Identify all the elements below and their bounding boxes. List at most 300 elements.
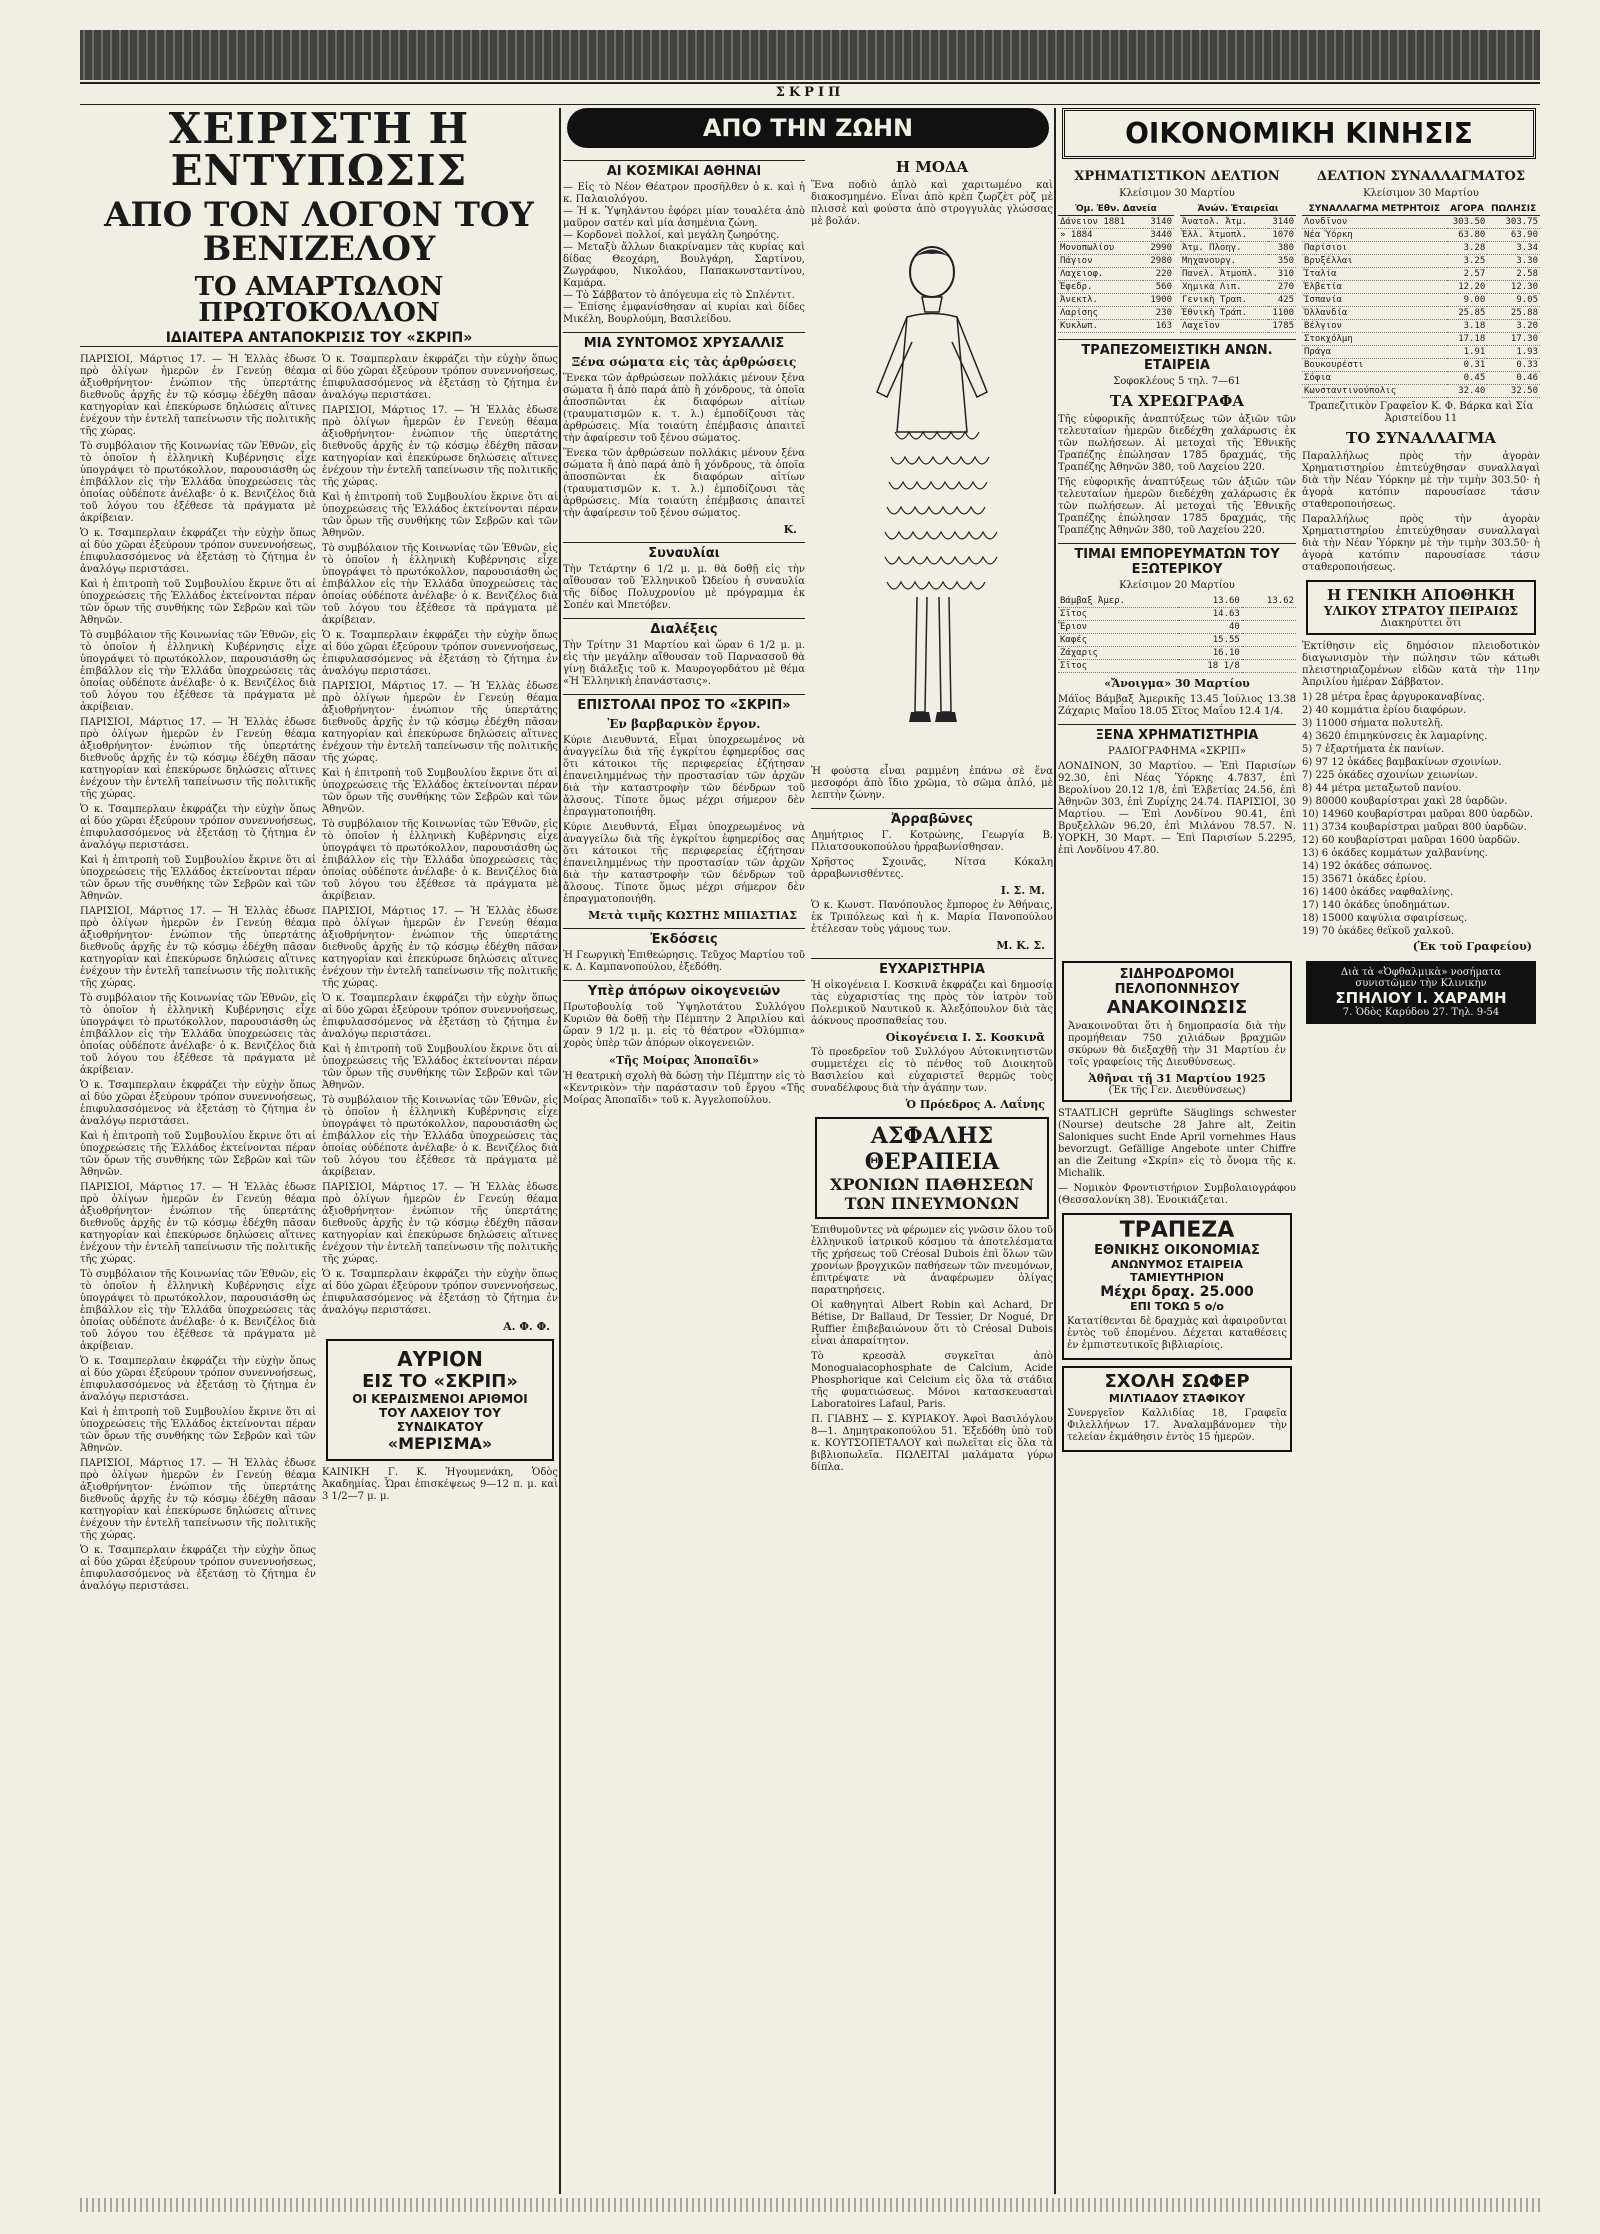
loan-value: 1900: [1143, 294, 1174, 307]
ad-line: ΜΙΛΤΙΑΔΟΥ ΣΤΑΦΙΚΟΥ: [1108, 1392, 1246, 1405]
section-sub: Κλείσιμον 20 Μαρτίου: [1119, 580, 1235, 591]
company-name: Ἑλλ. Ἀτμοπλ.: [1180, 229, 1268, 242]
loan-row: [1058, 281, 1174, 294]
article-paragraph: ΠΑΡΙΣΙΟΙ, Μάρτιος 17. — Ἡ Ἑλλὰς ἐδωσε πρὸ ὀλίγων ἡμερῶν ἐν Γενεύῃ θέαμα ἀξιοθρήνητον· ἐνώπιον τῆς ὑπερτάτης διεθνοῦς ἀρχῆς ἐν τῷ κόσμῳ ἐδέχθη πᾶσαν κατηγορίαν καὶ ἐπεκύρωσε δηλώσεις αἵτινες ἐνέχουν τὴν ἐντελῆ ταπείνωσιν τῆς πολιτικῆς τῆς χώρας.: [322, 681, 558, 764]
list-item: 1) 28 μέτρα ἔρας ἀργυροκαναβίνας.: [1302, 692, 1485, 703]
exchange-row: [1302, 359, 1540, 372]
loan-value: 2980: [1143, 255, 1174, 268]
loan-value: 560: [1143, 281, 1174, 294]
article-paragraph: ΠΑΡΙΣΙΟΙ, Μάρτιος 17. — Ἡ Ἑλλὰς ἐδωσε πρὸ ὀλίγων ἡμερῶν ἐν Γενεύῃ θέαμα ἀξιοθρήνητον· ἐνώπιον τῆς ὑπερτάτης διεθνοῦς ἀρχῆς ἐν τῷ κόσμῳ ἐδέχθη πᾶσαν κατηγορίαν καὶ ἐπεκύρωσε δηλώσεις αἵτινες ἐνέχουν τὴν ἐντελῆ ταπείνωσιν τῆς πολιτικῆς τῆς χώρας.: [322, 405, 558, 488]
ad-text: Συνεργεῖον Καλλιδίας 18, Γραφεῖα Φιλελλήνων 17. Ἀναλαμβάνομεν τὴν τελείαν ἐκμάθησιν ἐντὸς 15 ἡμερῶν.: [1067, 1408, 1287, 1443]
article-text: Ἡ Γεωργικὴ Ἐπιθεώρησις. Τεῦχος Μαρτίου τοῦ κ. Δ. Καμπανοπούλου, ἐξεδόθη.: [563, 950, 805, 973]
list-item: 19) 70 ὁκάδες θεϊκοῦ χαλκοῦ.: [1302, 926, 1455, 937]
article-title: «Τῆς Μοίρας Ἀποπαῖδι»: [608, 1054, 760, 1067]
dress-figure-icon: [847, 232, 1017, 762]
ad-text: Ἐκτίθησιν εἰς δημόσιον πλειοδοτικὸν διαγωνισμὸν τὴν πώλησιν τῶν κάτωθι πλειστηριαζομένων εἰδῶν κατὰ τὴν 11ην Ἀπριλίου ἡμέραν Σάββατον.: [1302, 641, 1540, 688]
exchange-sell: 0.46: [1487, 372, 1540, 385]
exchange-col-header: ΣΥΝΑΛΛΑΓΜΑ ΜΕΤΡΗΤΟΙΣ: [1302, 203, 1447, 216]
list-item: 7) 225 ὁκάδες σχοινίων χειωνίων.: [1302, 770, 1478, 781]
exchange-buy: 3.18: [1447, 320, 1488, 333]
section-heading: ΜΙΑ ΣΥΝΤΟΜΟΣ ΧΡΥΣΑΛΛΙΣ: [563, 332, 805, 351]
list-item: 12) 60 κουβαρίστραι μαῦραι 1600 ὑαρδῶν.: [1302, 835, 1521, 846]
loan-row: [1058, 229, 1174, 242]
ad-clinic-box: [1306, 961, 1536, 1024]
article-signature: Ὁ Πρόεδρος Α. Λαΐνης: [905, 1098, 1045, 1111]
article-paragraph: Ὁ κ. Τσαμπερλαιν ἐκφράζει τὴν εὐχὴν ὅπως αἱ δύο χῶραι ἐξεύρουν τρόπον συνεννοήσεως, ἐπιφυλασσόμενος νὰ ἐξετάσῃ τὸ ζήτημα ἐν ἀναλόγῳ περιστάσει.: [322, 354, 558, 401]
exchange-row: [1302, 255, 1540, 268]
ad-text: Ἀνακοινοῦται ὅτι ἡ δημοπρασία διὰ τὴν προμήθειαν 750 χιλιάδων βραχμῶν σκύρων θὰ διεξαχθῇ τὴν 31 Μαρτίου ἐν τοῖς γραφείοις τῆς Διευθύνσεως.: [1068, 1021, 1286, 1068]
list-item: 3) 11000 σήματα πολυτελῆ.: [1302, 718, 1444, 729]
ad-line: ΤΟΥ ΛΑΧΕΙΟΥ ΤΟΥ ΣΥΝΔΙΚΑΤΟΥ: [379, 1406, 501, 1434]
company-row: [1180, 307, 1296, 320]
ad-line: ΟΙ ΚΕΡΔΙΣΜΕΝΟΙ ΑΡΙΘΜΟΙ: [352, 1392, 528, 1406]
fashion-title: Η ΜΟΔΑ: [895, 158, 969, 176]
commodity-row: [1058, 647, 1296, 660]
article-text: Δημήτριος Γ. Κοτρώνης, Γεωργία Β. Πλιατσουκοπούλου ἠρραβωνίσθησαν.: [811, 830, 1053, 853]
company-value: 425: [1268, 294, 1296, 307]
commodity-value: 13.62: [1242, 595, 1296, 608]
exchange-sell: 2.58: [1487, 268, 1540, 281]
list-item: 10) 14960 κουβαρίστραι μαῦραι 800 ὑαρδῶν.: [1302, 809, 1534, 820]
ad-line: Ἀθῆναι τῇ 31 Μαρτίου 1925: [1088, 1072, 1266, 1085]
ad-line: ΕΘΝΙΚΗΣ ΟΙΚΟΝΟΜΙΑΣ: [1094, 1243, 1260, 1258]
company-name: Γενικὴ Τραπ.: [1180, 294, 1268, 307]
exchange-buy: 1.91: [1447, 346, 1488, 359]
article-title: Ξένα σώματα εἰς τὰς ἀρθρώσεις: [571, 355, 797, 369]
finance-split: [1058, 165, 1540, 955]
exchange-row: [1302, 268, 1540, 281]
torn-edge-decoration: [80, 30, 1540, 80]
headline-secondary: ΑΠΟ ΤΟΝ ΛΟΓΟΝ ΤΟΥ ΒΕΝΙΖΕΛΟΥ: [104, 195, 534, 269]
exchange-sell: 9.05: [1487, 294, 1540, 307]
list-item: 14) 192 ὁκάδες σάπωνος.: [1302, 861, 1433, 872]
ad-line: ΑΝΑΚΟΙΝΩΣΙΣ: [1106, 997, 1248, 1018]
article-paragraph: Ὁ κ. Τσαμπερλαιν ἐκφράζει τὴν εὐχὴν ὅπως αἱ δύο χῶραι ἐξεύρουν τρόπον συνεννοήσεως, ἐπιφυλασσόμενος νὰ ἐξετάσῃ τὸ ζήτημα ἐν ἀναλόγῳ περιστάσει.: [322, 630, 558, 677]
article-paragraph: ΠΑΡΙΣΙΟΙ, Μάρτιος 17. — Ἡ Ἑλλὰς ἐδωσε πρὸ ὀλίγων ἡμερῶν ἐν Γενεύῃ θέαμα ἀξιοθρήνητον· ἐνώπιον τῆς ὑπερτάτης διεθνοῦς ἀρχῆς ἐν τῷ κόσμῳ ἐδέχθη πᾶσαν κατηγορίαν καὶ ἐπεκύρωσε δηλώσεις αἵτινες ἐνέχουν τὴν ἐντελῆ ταπείνωσιν τῆς πολιτικῆς τῆς χώρας.: [80, 1182, 316, 1265]
article-title: Ἐν βαρβαρικὸν ἔργον.: [607, 717, 761, 731]
exchange-row: [1302, 372, 1540, 385]
section-heading: ΤΙΜΑΙ ΕΜΠΟΡΕΥΜΑΤΩΝ ΤΟΥ ΕΞΩΤΕΡΙΚΟΥ: [1058, 543, 1296, 577]
article-text: Τὸ προεδρεῖον τοῦ Συλλόγου Αὐτοκινητιστῶν συμμετέχει εἰς τὸ πένθος τοῦ Διοικητοῦ Βασιλείου καὶ εὐχαριστεῖ θερμῶς τοὺς συναδέλφους διὰ τὴν ἀγάπην των.: [811, 1047, 1053, 1094]
section-heading: ΞΕΝΑ ΧΡΗΜΑΤΙΣΤΗΡΙΑ: [1058, 724, 1296, 743]
exchange-row: [1302, 242, 1540, 255]
article-signature: Μ. Κ. Σ.: [996, 939, 1045, 952]
article-text: Χρῆστος Σχοινᾶς, Νίτσα Κόκαλη ἀρραβωνισθέντες.: [811, 857, 1053, 880]
section-heading: Ἀρραβῶνες: [811, 808, 1053, 827]
exchange-buy: 0.31: [1447, 359, 1488, 372]
exchange-row: [1302, 294, 1540, 307]
bourse-tables: [1058, 203, 1296, 333]
article-paragraph: Καὶ ἡ ἐπιτροπὴ τοῦ Συμβουλίου ἔκρινε ὅτι αἱ ὑποχρεώσεις τῆς Ἑλλάδος ἐκτείνονται πέραν τῶν ὅρων τῆς συνθήκης τῶν Σεβρῶν καὶ τῶν Ἀθηνῶν.: [322, 492, 558, 539]
loan-row: [1058, 242, 1174, 255]
commodity-name: Σῖτος: [1058, 660, 1178, 673]
loan-value: 230: [1143, 307, 1174, 320]
exchange-buy: 63.80: [1447, 229, 1488, 242]
ad-text: Ἐπιθυμοῦντες νὰ φέρωμεν εἰς γνῶσιν ὅλου τοῦ ἑλληνικοῦ ἰατρικοῦ κόσμου τὰ ἀποτελέσματα τῆς χρήσεως τοῦ Créosal Dubois ἐπὶ ὅλων τῶν χρονίων βρογχικῶν παθήσεων τῶν πνευμόνων, ἐπιτρέψατε νὰ ἀναφέρωμεν ὀλίγας παρατηρήσεις.: [811, 1225, 1053, 1296]
exchange-currency: Ὁλλανδία: [1302, 307, 1447, 320]
exchange-buy: 12.20: [1447, 281, 1488, 294]
exchange-currency: Ἰταλία: [1302, 268, 1447, 281]
article-paragraph: ΠΑΡΙΣΙΟΙ, Μάρτιος 17. — Ἡ Ἑλλὰς ἐδωσε πρὸ ὀλίγων ἡμερῶν ἐν Γενεύῃ θέαμα ἀξιοθρήνητον· ἐνώπιον τῆς ὑπερτάτης διεθνοῦς ἀρχῆς ἐν τῷ κόσμῳ ἐδέχθη πᾶσαν κατηγορίαν καὶ ἐπεκύρωσε δηλώσεις αἵτινες ἐνέχουν τὴν ἐντελῆ ταπείνωσιν τῆς πολιτικῆς τῆς χώρας.: [322, 1182, 558, 1265]
company-name: Ἀνατολ. Ἀτμ.: [1180, 216, 1268, 229]
exchange-col-header: ΠΩΛΗΣΙΣ: [1487, 203, 1540, 216]
list-item: 9) 80000 κουβαρίστραι χακὶ 28 ὑαρδῶν.: [1302, 796, 1508, 807]
company-name: Πανελ. Ἀτμοπλ.: [1180, 268, 1268, 281]
headline-tertiary: ΤΟ ΑΜΑΡΤΩΛΟΝ ΠΡΩΤΟΚΟΛΛΟΝ: [194, 272, 444, 328]
commodity-row: [1058, 608, 1296, 621]
ad-line: Διακηρύττει ὅτι: [1380, 618, 1462, 629]
company-name: Λαχεῖον: [1180, 320, 1268, 333]
article-paragraph: Τὸ συμβόλαιον τῆς Κοινωνίας τῶν Ἐθνῶν, εἰς τὸ ὁποῖον ἡ ἑλληνικὴ Κυβέρνησις εἶχε ὑπογράψει τὸ πρωτόκολλον, παρουσιάσθη ὡς ἐπιβάλλον εἰς τὴν Ἑλλάδα ὑποχρεώσεις τὰς ὁποίας οὐδέποτε ἀνέλαβε· ὁ κ. Βενιζέλος διὰ τοῦ λόγου του ἐξέθεσε τὰ πράγματα μὲ ἀκρίβειαν.: [322, 819, 558, 902]
article-text: Ἕνεκα τῶν ἀρθρώσεων πολλάκις μένουν ξένα σώματα ἢ ἀπὸ παρά ἀπὸ ἢ χόνδρους, τὰ ὁποῖα ἀποσπῶνται ἐκ διαφόρων αἰτίων (τραυματισμῶν κ. τ. λ.) ἐμποδίζουσι τὰς ἀρθρώσεις. Μία τοιαύτη ἐπέμβασις ἀπαιτεῖ τὴν ἀφαίρεσιν τοῦ ξένου σώματος.: [563, 448, 805, 519]
company-value: 1100: [1268, 307, 1296, 320]
column-rule: [1054, 108, 1056, 2194]
commodity-name: Σῖτος: [1058, 608, 1178, 621]
company-name: Ἀτμ. Πλοηγ.: [1180, 242, 1268, 255]
bank-office: Τραπεζιτικὸν Γραφεῖον Κ. Φ. Βάρκα καὶ Σία Ἀριστείδου 11: [1308, 401, 1534, 424]
exchange-row: [1302, 216, 1540, 229]
loan-value: 163: [1143, 320, 1174, 333]
company-name: Χημικὰ Λιπ.: [1180, 281, 1268, 294]
exchange-row: [1302, 229, 1540, 242]
company-value: 1785: [1268, 320, 1296, 333]
exchange-sell: 3.30: [1487, 255, 1540, 268]
bourse-title: ΧΡΗΜΑΤΙΣΤΙΚΟΝ ΔΕΛΤΙΟΝ: [1074, 169, 1280, 184]
bottom-edge-decoration: [80, 2198, 1540, 2212]
commodity-value: 15.55: [1178, 634, 1242, 647]
exchange-sell: 303.75: [1487, 216, 1540, 229]
exchange-table: [1302, 203, 1540, 398]
ad-line: ΤΡΑΠΕΖΑ: [1119, 1218, 1235, 1243]
ad-line: ΑΥΡΙΟΝ: [397, 1347, 483, 1371]
exchange-currency: Στοκχόλμη: [1302, 333, 1447, 346]
exchange-sell: 12.30: [1487, 281, 1540, 294]
ad-apothiki-box: [1306, 580, 1536, 635]
loan-name: Ἐφεδρ.: [1058, 281, 1143, 294]
company-row: [1180, 320, 1296, 333]
article-paragraph: Τὸ συμβόλαιον τῆς Κοινωνίας τῶν Ἐθνῶν, εἰς τὸ ὁποῖον ἡ ἑλληνικὴ Κυβέρνησις εἶχε ὑπογράψει τὸ πρωτόκολλον, παρουσιάσθη ὡς ἐπιβάλλον εἰς τὴν Ἑλλάδα ὑποχρεώσεις τὰς ὁποίας οὐδέποτε ἀνέλαβε· ὁ κ. Βενιζέλος διὰ τοῦ λόγου του ἐξέθεσε τὰ πράγματα μὲ ἀκρίβειαν.: [322, 543, 558, 626]
ad-line: (Ἐκ τῆς Γεν. Διευθύνσεως): [1108, 1085, 1246, 1096]
company-row: [1180, 242, 1296, 255]
article-paragraph: ΠΑΡΙΣΙΟΙ, Μάρτιος 17. — Ἡ Ἑλλὰς ἐδωσε πρὸ ὀλίγων ἡμερῶν ἐν Γενεύῃ θέαμα ἀξιοθρήνητον· ἐνώπιον τῆς ὑπερτάτης διεθνοῦς ἀρχῆς ἐν τῷ κόσμῳ ἐδέχθη πᾶσαν κατηγορίαν καὶ ἐπεκύρωσε δηλώσεις αἵτινες ἐνέχουν τὴν ἐντελῆ ταπείνωσιν τῆς πολιτικῆς τῆς χώρας.: [80, 1458, 316, 1541]
company-row: [1180, 268, 1296, 281]
loan-name: Κυκλωπ.: [1058, 320, 1143, 333]
article-paragraph: Τὸ συμβόλαιον τῆς Κοινωνίας τῶν Ἐθνῶν, εἰς τὸ ὁποῖον ἡ ἑλληνικὴ Κυβέρνησις εἶχε ὑπογράψει τὸ πρωτόκολλον, παρουσιάσθη ὡς ἐπιβάλλον εἰς τὴν Ἑλλάδα ὑποχρεώσεις τὰς ὁποίας οὐδέποτε ἀνέλαβε· ὁ κ. Βενιζέλος διὰ τοῦ λόγου του ἐξέθεσε τὰ πράγματα μὲ ἀκρίβειαν.: [322, 1095, 558, 1178]
list-item: 15) 35671 ὁκάδες ἐρίου.: [1302, 874, 1427, 885]
article-text: Παραλλήλως πρὸς τὴν ἀγορὰν Χρηματιστηρίου ἐπιτεύχθησαν συναλλαγαὶ διὰ τὴν Νέαν Ὑόρκην μὲ τὴν τιμὴν 303.50· ἡ ἀγορὰ κατόπιν παρουσίασε τάσιν σταθεροποιήσεως.: [1302, 451, 1540, 510]
loan-name: Πάγιον: [1058, 255, 1143, 268]
ad-line: Μέχρι δραχ. 25.000: [1100, 1284, 1254, 1300]
list-item: 4) 3620 ἐπιμηκύνσεις ἐκ λαμαρίνης.: [1302, 731, 1488, 742]
exchange-row: [1302, 346, 1540, 359]
article-text: Πρωτοβουλίᾳ τοῦ Ὑψηλοτάτου Συλλόγου Κυριῶν θὰ δοθῇ τὴν Πέμπτην 2 Ἀπριλίου καὶ ὥραν 9 1/2 μ. μ. εἰς τὸ θέατρον «Ὀλύμπια» χορὸς ὑπὲρ τῶν ἀπόρων οἰκογενειῶν.: [563, 1002, 805, 1049]
article-paragraph: Ὁ κ. Τσαμπερλαιν ἐκφράζει τὴν εὐχὴν ὅπως αἱ δύο χῶραι ἐξεύρουν τρόπον συνεννοήσεως, ἐπιφυλασσόμενος νὰ ἐξετάσῃ τὸ ζήτημα ἐν ἀναλόγῳ περιστάσει.: [80, 1080, 316, 1127]
article-signature: (Ἐκ τοῦ Γραφείου): [1412, 940, 1532, 953]
section-heading: «Ἄνοιγμα» 30 Μαρτίου: [1104, 677, 1250, 690]
fashion-text: Ἕνα ποδιὸ ἁπλὸ καὶ χαριτωμένο καὶ διακοσμημένο. Εἶναι ἀπὸ κρὲπ ζωρζὲτ ρὸζ μὲ πλισσὲ καὶ φούστα ἀπὸ στρογγυλὰς γλώσσας μὲ βολάν.: [811, 180, 1053, 227]
exchange-sell: 63.90: [1487, 229, 1540, 242]
exchange-currency: Κωνσταντινούπολις: [1302, 385, 1447, 398]
exchange-buy: 0.45: [1447, 372, 1488, 385]
article-text: Τῆς εὐφορικῆς ἀναπτύξεως τῶν ἀξιῶν τῶν τελευταίων ἡμερῶν διεδέχθη χαλάρωσις ἐκ τῶν πωλήσεων. Αἱ μετοχαὶ τῆς Ἐθνικῆς Τραπέζης ἐπώλησαν 1785 δραχμάς, τῆς Τραπέζης Ἀθηνῶν 380, τοῦ Λαχείου 220.: [1058, 477, 1296, 536]
section-sub: ΡΑΔΙΟΓΡΑΦΗΜΑ «ΣΚΡΙΠ»: [1108, 746, 1246, 757]
commodity-name: Βάμβαξ Ἀμερ.: [1058, 595, 1178, 608]
article-signature: Οἰκογένεια Ι. Σ. Κοσκινᾶ: [885, 1031, 1045, 1044]
exchange-buy: 303.50: [1447, 216, 1488, 229]
bourse-date: Κλείσιμον 30 Μαρτίου: [1119, 188, 1235, 199]
article-paragraph: Τὸ συμβόλαιον τῆς Κοινωνίας τῶν Ἐθνῶν, εἰς τὸ ὁποῖον ἡ ἑλληνικὴ Κυβέρνησις εἶχε ὑπογράψει τὸ πρωτόκολλον, παρουσιάσθη ὡς ἐπιβάλλον εἰς τὴν Ἑλλάδα ὑποχρεώσεις τὰς ὁποίας οὐδέποτε ἀνέλαβε· ὁ κ. Βενιζέλος διὰ τοῦ λόγου του ἐξέθεσε τὰ πράγματα μὲ ἀκρίβειαν.: [80, 1269, 316, 1352]
article-paragraph: Τὸ συμβόλαιον τῆς Κοινωνίας τῶν Ἐθνῶν, εἰς τὸ ὁποῖον ἡ ἑλληνικὴ Κυβέρνησις εἶχε ὑπογράψει τὸ πρωτόκολλον, παρουσιάσθη ὡς ἐπιβάλλον εἰς τὴν Ἑλλάδα ὑποχρεώσεις τὰς ὁποίας οὐδέποτε ἀνέλαβε· ὁ κ. Βενιζέλος διὰ τοῦ λόγου του ἐξέθεσε τὰ πράγματα μὲ ἀκρίβειαν.: [80, 630, 316, 713]
commodities-table: [1058, 595, 1296, 673]
exchange-title: ΔΕΛΤΙΟΝ ΣΥΝΑΛΛΑΓΜΑΤΟΣ: [1316, 169, 1526, 184]
ad-tomorrow-box: [326, 1339, 554, 1461]
section-heading: Διαλέξεις: [563, 618, 805, 637]
loan-row: [1058, 320, 1174, 333]
exchange-sell: 1.93: [1487, 346, 1540, 359]
exchange-sell: 32.50: [1487, 385, 1540, 398]
ad-line: 7. Ὁδὸς Καρύδου 27. Τηλ. 9-54: [1342, 1007, 1500, 1018]
article-paragraph: ΠΑΡΙΣΙΟΙ, Μάρτιος 17. — Ἡ Ἑλλὰς ἐδωσε πρὸ ὀλίγων ἡμερῶν ἐν Γενεύῃ θέαμα ἀξιοθρήνητον· ἐνώπιον τῆς ὑπερτάτης διεθνοῦς ἀρχῆς ἐν τῷ κόσμῳ ἐδέχθη πᾶσαν κατηγορίαν καὶ ἐπεκύρωσε δηλώσεις αἵτινες ἐνέχουν τὴν ἐντελῆ ταπείνωσιν τῆς πολιτικῆς τῆς χώρας.: [80, 906, 316, 989]
company-row: [1180, 216, 1296, 229]
company-value: 270: [1268, 281, 1296, 294]
section-heading: Συναυλίαι: [563, 542, 805, 561]
article-text: Κύριε Διευθυντά, Εἶμαι ὑποχρεωμένος νὰ ἀναγγείλω διὰ τῆς ἐγκρίτου ἐφημερίδος σας ὅτι κάτοικοι τῆς περιφερείας ἐζήτησαν ἐπανειλημμένως τὴν προστασίαν τῶν ἀρχῶν διὰ τὴν καταστροφὴν τῶν δένδρων τοῦ ἄλσους. Τίποτε ὅμως μέχρι σήμερον δὲν ἐπραγματοποιήθη.: [563, 735, 805, 818]
company-name: Μηχανουργ.: [1180, 255, 1268, 268]
finance-headline: ΟΙΚΟΝΟΜΙΚΗ ΚΙΝΗΣΙΣ: [1062, 108, 1536, 159]
loans-table: [1058, 203, 1174, 333]
section-heading: ΤΟ ΣΥΝΑΛΛΑΓΜΑ: [1346, 429, 1496, 447]
list-item: 2) 40 κομμάτια ἐρίου διαφόρων.: [1302, 705, 1467, 716]
ad-line: ΑΝΩΝΥΜΟΣ ΕΤΑΙΡΕΙΑ: [1111, 1258, 1243, 1271]
banner-apo-tin-zoin: ΑΠΟ ΤΗΝ ΖΩΗΝ: [567, 108, 1049, 148]
article-paragraph: Καὶ ἡ ἐπιτροπὴ τοῦ Συμβουλίου ἔκρινε ὅτι αἱ ὑποχρεώσεις τῆς Ἑλλάδος ἐκτείνονται πέραν τῶν ὅρων τῆς συνθήκης τῶν Σεβρῶν καὶ τῶν Ἀθηνῶν.: [80, 855, 316, 902]
article-text: ΛΟΝΔΙΝΟΝ, 30 Μαρτίου. — Ἐπὶ Παρισίων 92.30, ἐπὶ Νέας Ὑόρκης 4.7837, ἐπὶ Βερολίνου 20.12 1/8, ἐπὶ Ἑλβετίας 24.56, ἐπὶ Ἀθηνῶν 303, ἐπὶ Ζυρίχης 24.74. ΠΑΡΙΣΙΟΙ, 30 Μαρτίου. — Ἐπὶ Λονδίνου 90.41, ἐπὶ Βρυξελλῶν 96.20, ἐπὶ Μιλάνου 78.57. Ν. ΥΟΡΚΗ, 30 Μαρτ. — Ἐπὶ Παρισίων 5.2295, ἐπὶ Λονδίνου 47.80.: [1058, 761, 1296, 856]
loan-row: [1058, 294, 1174, 307]
ad-line: ΥΛΙΚΟΥ ΣΤΡΑΤΟΥ ΠΕΙΡΑΙΩΣ: [1323, 604, 1519, 618]
company-row: [1180, 229, 1296, 242]
loan-row: [1058, 268, 1174, 281]
company-row: [1180, 255, 1296, 268]
article-paragraph: Ὁ κ. Τσαμπερλαιν ἐκφράζει τὴν εὐχὴν ὅπως αἱ δύο χῶραι ἐξεύρουν τρόπον συνεννοήσεως, ἐπιφυλασσόμενος νὰ ἐξετάσῃ τὸ ζήτημα ἐν ἀναλόγῳ περιστάσει.: [322, 1269, 558, 1316]
section-heading: ΤΡΑΠΕΖΟΜΕΙΣΤΙΚΗ ΑΝΩΝ. ΕΤΑΙΡΕΙΑ: [1058, 339, 1296, 373]
subhead: ΙΔΙΑΙΤΕΡΑ ΑΝΤΑΠΟΚΡΙΣΙΣ ΤΟΥ «ΣΚΡΙΠ»: [80, 330, 558, 347]
article-paragraph: Καὶ ἡ ἐπιτροπὴ τοῦ Συμβουλίου ἔκρινε ὅτι αἱ ὑποχρεώσεις τῆς Ἑλλάδος ἐκτείνονται πέραν τῶν ὅρων τῆς συνθήκης τῶν Σεβρῶν καὶ τῶν Ἀθηνῶν.: [322, 1044, 558, 1091]
commodity-row: [1058, 595, 1296, 608]
loan-name: Λαχειοφ.: [1058, 268, 1143, 281]
life-section-split: [563, 154, 1053, 1477]
masthead: ΣΚΡΙΠ: [80, 82, 1540, 105]
section-heading: Ἐκδόσεις: [563, 928, 805, 947]
article-paragraph: ΠΑΡΙΣΙΟΙ, Μάρτιος 17. — Ἡ Ἑλλὰς ἐδωσε πρὸ ὀλίγων ἡμερῶν ἐν Γενεύῃ θέαμα ἀξιοθρήνητον· ἐνώπιον τῆς ὑπερτάτης διεθνοῦς ἀρχῆς ἐν τῷ κόσμῳ ἐδέχθη πᾶσαν κατηγορίαν καὶ ἐπεκύρωσε δηλώσεις αἵτινες ἐνέχουν τὴν ἐντελῆ ταπείνωσιν τῆς πολιτικῆς τῆς χώρας.: [322, 906, 558, 989]
ad-text: Κατατίθενται δὲ δραχμὰς καὶ ἀφαιροῦνται ἐντὸς τοῦ ἑπομένου. Δέχεται καταθέσεις ἐν ἐμπιστευτικοῖς βιβλιαρίοις.: [1067, 1316, 1287, 1351]
commodity-name: Καφές: [1058, 634, 1178, 647]
company-value: 350: [1268, 255, 1296, 268]
list-item: 5) 7 ἐξαρτήματα ἐκ πανίων.: [1302, 744, 1445, 755]
list-item: 11) 3734 κουβαρίστραι μαῦραι 800 ὑαρδῶν.: [1302, 822, 1527, 833]
company-row: [1180, 281, 1296, 294]
exchange-sell: 17.30: [1487, 333, 1540, 346]
company-value: 3140: [1268, 216, 1296, 229]
ad-line: ΑΣΦΑΛΗΣ ΘΕΡΑΠΕΙΑ: [864, 1123, 1000, 1175]
commodity-value: [1242, 660, 1296, 673]
social-notes: — Εἰς τὸ Νέον Θέατρον προσῆλθεν ὁ κ. καὶ ἡ κ. Παλαιολόγου. — Ἡ κ. Ὑψηλάντου ἐφόρει μίαν τουαλέτα ἀπὸ μαῦρον σατέν καὶ μία ἀσημένια ζώνη. — Κορδονεὶ πολλοί, καὶ μεγάλη ζωηρότης. — Μεταξὺ ἄλλων διακρίναμεν τὰς κυρίας καὶ δίδας Θεοχάρη, Βουλγάρη, Σαρτίνου, Ζωγράφου, Νικολάου, Παπακωνσταντίνου, Καμάρα. — Τὸ Σάββατον τὸ ἀπόγευμα εἰς τὸ Σπλέντιτ. — Ἐπίσης ἐμφανίσθησαν αἱ κυρίαι καὶ δίδες Μικέλη, Βουρλούμη, Βασιλείδου.: [563, 182, 805, 325]
commodity-name: Ζάχαρις: [1058, 647, 1178, 660]
company-value: 310: [1268, 268, 1296, 281]
company-row: [1180, 294, 1296, 307]
commodity-value: [1242, 647, 1296, 660]
company-name: Ἐθνικὴ Τράπ.: [1180, 307, 1268, 320]
exchange-row: [1302, 333, 1540, 346]
exchange-currency: Νέα Ὑόρκη: [1302, 229, 1447, 242]
commodity-value: [1242, 621, 1296, 634]
ad-line: ΣΧΟΛΗ ΣΩΦΕΡ: [1104, 1371, 1250, 1392]
exchange-sell: 25.88: [1487, 307, 1540, 320]
commodity-row: [1058, 621, 1296, 634]
loan-name: Ἀνεκτλ.: [1058, 294, 1143, 307]
companies-table: [1180, 203, 1296, 333]
exchange-currency: Βέλγιον: [1302, 320, 1447, 333]
loan-name: Μονοπωλίου: [1058, 242, 1143, 255]
ad-line: ΕΙΣ ΤΟ «ΣΚΡΙΠ»: [362, 1371, 518, 1392]
loans-header: Ὁμ. Ἐθν. Δανεία: [1058, 203, 1174, 216]
article-signature: Ι. Σ. Μ.: [1000, 884, 1045, 897]
headline-main: ΧΕΙΡΙΣΤΗ Η ΕΝΤΥΠΩΣΙΣ: [168, 108, 470, 195]
ad-text: Οἱ καθηγηταὶ Albert Robin καὶ Achard, Dr Bétise, Dr Ballaud, Dr Tessier, Dr Nogué, Dr Ruffier ἐπιβεβαιώνουν ὅτι τὸ Créosal Dubois εἶναι ἀπαραίτητον.: [811, 1300, 1053, 1347]
exchange-row: [1302, 320, 1540, 333]
commodity-name: Ἔριον: [1058, 621, 1178, 634]
exchange-currency: Σόφια: [1302, 372, 1447, 385]
ad-line: ΣΙΔΗΡΟΔΡΟΜΟΙ ΠΕΛΟΠΟΝΝΗΣΟΥ: [1114, 967, 1240, 997]
article-paragraph: Ὁ κ. Τσαμπερλαιν ἐκφράζει τὴν εὐχὴν ὅπως αἱ δύο χῶραι ἐξεύρουν τρόπον συνεννοήσεως, ἐπιφυλασσόμενος νὰ ἐξετάσῃ τὸ ζήτημα ἐν ἀναλόγῳ περιστάσει.: [80, 1545, 316, 1592]
ad-bank-box: [1062, 1213, 1292, 1360]
exchange-row: [1302, 281, 1540, 294]
exchange-sell: 0.33: [1487, 359, 1540, 372]
list-item: 13) 6 ὁκάδες κομμάτων χαλβανίνης.: [1302, 848, 1488, 859]
loan-row: [1058, 307, 1174, 320]
ad-line: ΤΩΝ ΠΝΕΥΜΟΝΩΝ: [844, 1194, 1020, 1213]
loan-value: 3440: [1143, 229, 1174, 242]
fashion-illustration: [811, 232, 1053, 762]
ad-therapy-box: [815, 1117, 1049, 1219]
list-item: 17) 140 ὁκάδες ὑποδημάτων.: [1302, 900, 1450, 911]
exchange-currency: Παρίσιοι: [1302, 242, 1447, 255]
article-paragraph: Καὶ ἡ ἐπιτροπὴ τοῦ Συμβουλίου ἔκρινε ὅτι αἱ ὑποχρεώσεις τῆς Ἑλλάδος ἐκτείνονται πέραν τῶν ὅρων τῆς συνθήκης τῶν Σεβρῶν καὶ τῶν Ἀθηνῶν.: [322, 768, 558, 815]
exchange-currency: Λονδῖνον: [1302, 216, 1447, 229]
exchange-buy: 25.85: [1447, 307, 1488, 320]
article-text: Τὴν Τρίτην 31 Μαρτίου καὶ ὥραν 6 1/2 μ. μ. εἰς τὴν μεγάλην αἴθουσαν τοῦ Παρνασσοῦ θὰ γίνῃ διάλεξις τοῦ κ. Μαυρογορδάτου μὲ θέμα «Ἡ Ἑλληνικὴ ἐπανάστασις».: [563, 640, 805, 687]
german-ad: STAATLICH geprüfte Säuglings schwester (Nourse) deutsche 28 Jahre alt, Zeitin Saloniques sucht Ende April vornehmes Haus bevorzugt. Gefällige Angebote unter Chiffre an die Zeitung «Σκρίπ» εἰς τὸ ὄνομα τῆς κ. Michalik.: [1058, 1108, 1296, 1179]
company-value: 380: [1268, 242, 1296, 255]
middle-column: [563, 108, 1053, 2194]
article-signature: Μετὰ τιμῆς ΚΩΣΤΗΣ ΜΠΙΑΣΤΙΑΣ: [588, 909, 797, 922]
exchange-row: [1302, 307, 1540, 320]
commodity-value: 13.60: [1178, 595, 1242, 608]
article-paragraph: Καὶ ἡ ἐπιτροπὴ τοῦ Συμβουλίου ἔκρινε ὅτι αἱ ὑποχρεώσεις τῆς Ἑλλάδος ἐκτείνονται πέραν τῶν ὅρων τῆς συνθήκης τῶν Σεβρῶν καὶ τῶν Ἀθηνῶν.: [80, 1407, 316, 1454]
article-paragraph: ΠΑΡΙΣΙΟΙ, Μάρτιος 17. — Ἡ Ἑλλὰς ἐδωσε πρὸ ὀλίγων ἡμερῶν ἐν Γενεύῃ θέαμα ἀξιοθρήνητον· ἐνώπιον τῆς ὑπερτάτης διεθνοῦς ἀρχῆς ἐν τῷ κόσμῳ ἐδέχθη πᾶσαν κατηγορίαν καὶ ἐπεκύρωσε δηλώσεις αἵτινες ἐνέχουν τὴν ἐντελῆ ταπείνωσιν τῆς πολιτικῆς τῆς χώρας.: [80, 717, 316, 800]
article-paragraph: ΠΑΡΙΣΙΟΙ, Μάρτιος 17. — Ἡ Ἑλλὰς ἐδωσε πρὸ ὀλίγων ἡμερῶν ἐν Γενεύῃ θέαμα ἀξιοθρήνητον· ἐνώπιον τῆς ὑπερτάτης διεθνοῦς ἀρχῆς ἐν τῷ κόσμῳ ἐδέχθη πᾶσαν κατηγορίαν καὶ ἐπεκύρωσε δηλώσεις αἵτινες ἐνέχουν τὴν ἐντελῆ ταπείνωσιν τῆς πολιτικῆς τῆς χώρας.: [80, 354, 316, 437]
ad-line: «ΜΕΡΙΣΜΑ»: [387, 1434, 493, 1453]
loan-value: 220: [1143, 268, 1174, 281]
commodity-value: [1242, 634, 1296, 647]
article-paragraph: Τὸ συμβόλαιον τῆς Κοινωνίας τῶν Ἐθνῶν, εἰς τὸ ὁποῖον ἡ ἑλληνικὴ Κυβέρνησις εἶχε ὑπογράψει τὸ πρωτόκολλον, παρουσιάσθη ὡς ἐπιβάλλον εἰς τὴν Ἑλλάδα ὑποχρεώσεις τὰς ὁποίας οὐδέποτε ἀνέλαβε· ὁ κ. Βενιζέλος διὰ τοῦ λόγου του ἐξέθεσε τὰ πράγματα μὲ ἀκρίβειαν.: [80, 441, 316, 524]
ad-driving-school-box: [1062, 1366, 1292, 1452]
exchange-col-header: ΑΓΟΡΑ: [1447, 203, 1488, 216]
ad-line: ΕΠΙ ΤΟΚΩ 5 ο/ο: [1130, 1300, 1224, 1313]
commodity-value: 16.10: [1178, 647, 1242, 660]
exchange-currency: Πράγα: [1302, 346, 1447, 359]
section-sub: Σοφοκλέους 5 τηλ. 7—61: [1113, 376, 1241, 387]
exchange-buy: 32.40: [1447, 385, 1488, 398]
exchange-date: Κλείσιμον 30 Μαρτίου: [1363, 188, 1479, 199]
exchange-buy: 17.18: [1447, 333, 1488, 346]
section-heading: ΕΠΙΣΤΟΛΑΙ ΠΡΟΣ ΤΟ «ΣΚΡΙΠ»: [563, 694, 805, 713]
list-item: 8) 44 μέτρα μεταξωτοῦ πανίου.: [1302, 783, 1462, 794]
exchange-row: [1302, 385, 1540, 398]
exchange-buy: 3.25: [1447, 255, 1488, 268]
loan-name: » 1884: [1058, 229, 1143, 242]
article-text: Κύριε Διευθυντά, Εἶμαι ὑποχρεωμένος νὰ ἀναγγείλω διὰ τῆς ἐγκρίτου ἐφημερίδος σας ὅτι κάτοικοι τῆς περιφερείας ἐζήτησαν ἐπανειλημμένως τὴν προστασίαν τῶν ἀρχῶν διὰ τὴν καταστροφὴν τῶν δένδρων τοῦ ἄλσους. Τίποτε ὅμως μέχρι σήμερον δὲν ἐπραγματοποιήθη.: [563, 822, 805, 905]
left-column: [80, 108, 558, 2194]
notice: — Νομικὸν Φροντιστήριον Συμβολαιογράφου (Θεσσαλονίκη 38). Ἐνοικιάζεται.: [1058, 1183, 1296, 1206]
article-paragraph: Ὁ κ. Τσαμπερλαιν ἐκφράζει τὴν εὐχὴν ὅπως αἱ δύο χῶραι ἐξεύρουν τρόπον συνεννοήσεως, ἐπιφυλασσόμενος νὰ ἐξετάσῃ τὸ ζήτημα ἐν ἀναλόγῳ περιστάσει.: [80, 528, 316, 575]
section-heading: Υπὲρ ἀπόρων οἰκογενειῶν: [563, 980, 805, 999]
commodity-row: [1058, 660, 1296, 673]
exchange-currency: Βουκουρέστι: [1302, 359, 1447, 372]
ad-railways-box: [1062, 961, 1292, 1102]
section-heading: ΤΑ ΧΡΕΩΓΡΑΦΑ: [1110, 392, 1244, 410]
commodity-value: [1242, 608, 1296, 621]
exchange-currency: Ἑλβετία: [1302, 281, 1447, 294]
exchange-sell: 3.34: [1487, 242, 1540, 255]
list-item: 18) 15000 καψύλια σφαιρίσεως.: [1302, 913, 1468, 924]
article-text: Παραλλήλως πρὸς τὴν ἀγορὰν Χρηματιστηρίου ἐπιτεύχθησαν συναλλαγαὶ διὰ τὴν Νέαν Ὑόρκην μὲ τὴν τιμὴν 303.50· ἡ ἀγορὰ κατόπιν παρουσίασε τάσιν σταθεροποιήσεως.: [1302, 514, 1540, 573]
finance-ads-split: [1058, 955, 1540, 1458]
exchange-buy: 2.57: [1447, 268, 1488, 281]
commodity-value: 14.63: [1178, 608, 1242, 621]
article-text: Μάϊος Βάμβαξ Ἀμερικῆς 13.45 Ἰούλιος 13.38 Ζάχαρις Μαΐου 18.05 Σῖτος Μαΐου 12.4 1/4.: [1058, 694, 1296, 717]
article-paragraph: Ὁ κ. Τσαμπερλαιν ἐκφράζει τὴν εὐχὴν ὅπως αἱ δύο χῶραι ἐξεύρουν τρόπον συνεννοήσεως, ἐπιφυλασσόμενος νὰ ἐξετάσῃ τὸ ζήτημα ἐν ἀναλόγῳ περιστάσει.: [80, 1356, 316, 1403]
loan-value: 2990: [1143, 242, 1174, 255]
ad-line: ΧΡΟΝΙΩΝ ΠΑΘΗΣΕΩΝ: [830, 1175, 1034, 1194]
fashion-text: Ἡ φούστα εἶναι ραμμένη ἐπάνω σὲ ἕνα μεσοφόρι ἀπὸ ἴδιο χρῶμα, τὸ σῶμα ἀπλό, μὲ λεπτὴν ζώνην.: [811, 766, 1053, 801]
ad-line: ΤΑΜΙΕΥΤΗΡΙΟΝ: [1130, 1271, 1224, 1284]
loan-row: [1058, 216, 1174, 229]
list-item: 16) 1400 ὁκάδες ναφθαλίνης.: [1302, 887, 1454, 898]
commodity-value: 40: [1178, 621, 1242, 634]
loan-row: [1058, 255, 1174, 268]
loan-name: Δάνειον 1881: [1058, 216, 1143, 229]
exchange-sell: 3.20: [1487, 320, 1540, 333]
article-signature: Α. Φ. Φ.: [503, 1320, 550, 1333]
company-value: 1070: [1268, 229, 1296, 242]
exchange-buy: 3.28: [1447, 242, 1488, 255]
ad-text: Π. ΓΙΑΒΗΣ — Σ. ΚΥΡΙΑΚΟΥ. Ἀφοὶ Βασιλόγλου 8—1. Δημητρακοπούλου 51. Ἐξεδόθη ὑπὸ τοῦ κ. ΚΟΥΤΣΟΠΕΤΑΛΟΥ καὶ πωλεῖται εἰς ὅλα τὰ βιβλιοπωλεῖα. ΠΩΛΕΙΤΑΙ μαλάματα γύρω δίπλα.: [811, 1414, 1053, 1473]
article-signature: Κ.: [783, 523, 797, 536]
clinic-ad: ΚΑΙΝΙΚΗ Γ. Κ. Ἡγουμενάκη, Ὁδὸς Ἀκαδημίας. Ὧραι ἐπισκέψεως 9—12 π. μ. καὶ 3 1/2—7 μ. μ.: [322, 1467, 558, 1502]
article-text: Ἡ οἰκογένεια Ι. Κοσκινᾶ ἐκφράζει καὶ δημοσίᾳ τὰς εὐχαριστίας της πρὸς τὸν ἰατρὸν τοῦ Πολεμικοῦ Ναυτικοῦ κ. Ἀλεξόπουλον διὰ τὰς ἀόκνους προσπαθείας του.: [811, 980, 1053, 1027]
loan-value: 3140: [1143, 216, 1174, 229]
article-text: Ὁ κ. Κωνστ. Πανόπουλος ἔμπορος ἐν Ἀθήναις, ἐκ Τριπόλεως καὶ ἡ κ. Μαρία Πανοπούλου ἐτέλεσαν τοὺς γάμους των.: [811, 900, 1053, 935]
commodity-value: 18 1/8: [1178, 660, 1242, 673]
list-item: 6) 97 12 ὁκάδες βαμβακίνων σχοινίων.: [1302, 757, 1502, 768]
companies-header: Ἀνών. Ἑταιρεῖαι: [1180, 203, 1296, 216]
ad-line: ΣΠΗΛΙΟΥ Ι. ΧΑΡΑΜΗ: [1335, 989, 1507, 1007]
article-paragraph: Ὁ κ. Τσαμπερλαιν ἐκφράζει τὴν εὐχὴν ὅπως αἱ δύο χῶραι ἐξεύρουν τρόπον συνεννοήσεως, ἐπιφυλασσόμενος νὰ ἐξετάσῃ τὸ ζήτημα ἐν ἀναλόγῳ περιστάσει.: [80, 804, 316, 851]
article-text: Τῆς εὐφορικῆς ἀναπτύξεως τῶν ἀξιῶν τῶν τελευταίων ἡμερῶν διεδέχθη χαλάρωσις ἐκ τῶν πωλήσεων. Αἱ μετοχαὶ τῆς Ἐθνικῆς Τραπέζης ἐπώλησαν 1785 δραχμάς, τῆς Τραπέζης Ἀθηνῶν 380, τοῦ Λαχείου 220.: [1058, 414, 1296, 473]
apothiki-items-list: [1302, 692, 1540, 938]
article-text: Τὴν Τετάρτην 6 1/2 μ. μ. θὰ δοθῇ εἰς τὴν αἴθουσαν τοῦ Ἑλληνικοῦ Ὠδείου ἡ συναυλία τῆς δίδος Πολυχρονίου μὲ πρόγραμμα ἐκ Σοπέν καὶ Μπετόβεν.: [563, 564, 805, 611]
ad-line: Η ΓΕΝΙΚΗ ΑΠΟΘΗΚΗ: [1327, 586, 1515, 604]
